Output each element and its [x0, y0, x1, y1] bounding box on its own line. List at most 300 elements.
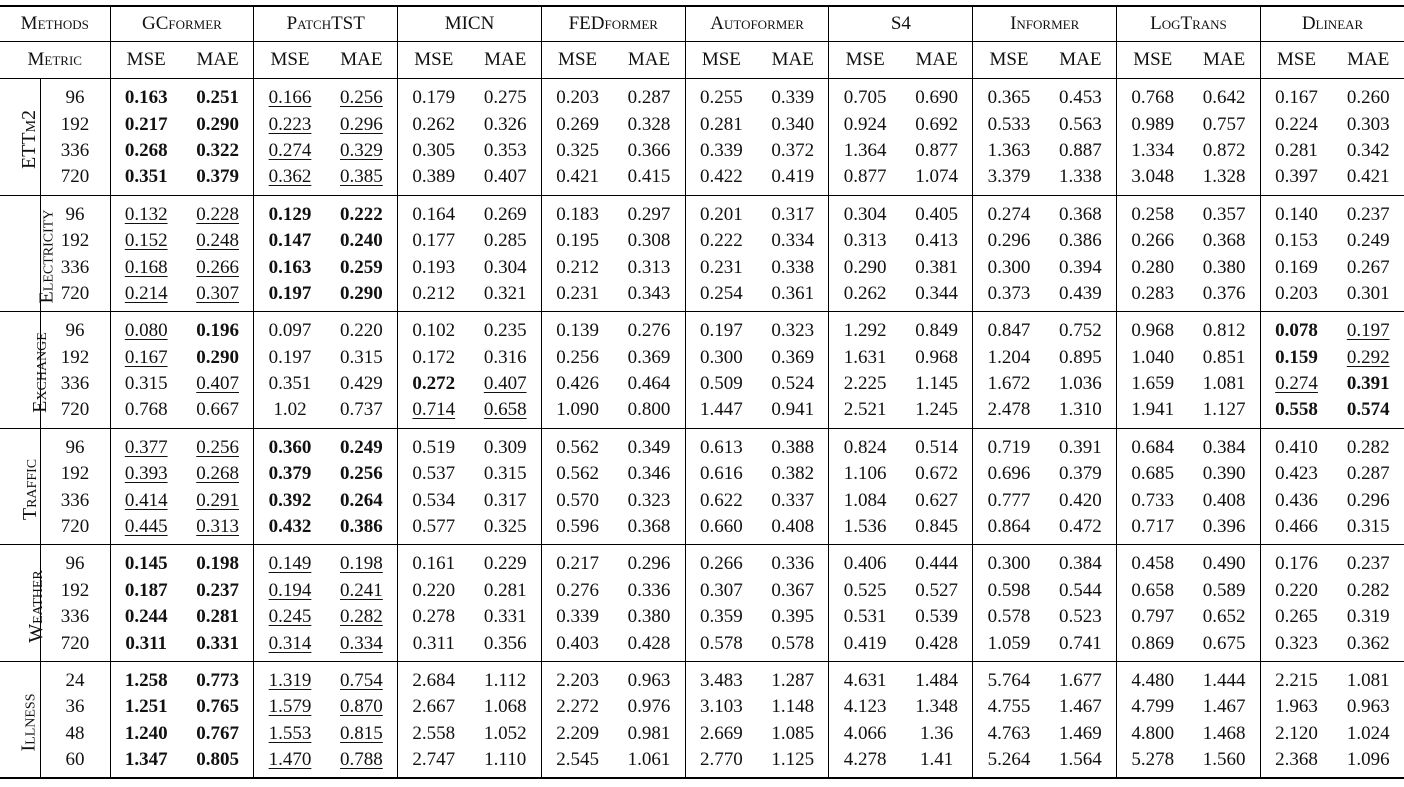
metric-value: 0.237 — [1346, 203, 1390, 225]
metric-value: 1.112 — [484, 670, 527, 691]
value-cell — [901, 545, 973, 578]
horizon-cell: 48 — [65, 722, 85, 744]
metric-value: 0.164 — [412, 203, 456, 225]
value-cell — [1117, 747, 1189, 778]
value-cell — [110, 487, 182, 513]
value-cell — [326, 371, 398, 397]
value-cell — [829, 545, 901, 578]
metric-value: 0.458 — [1131, 553, 1175, 575]
value-cell — [182, 694, 254, 720]
value-cell — [1188, 312, 1260, 345]
metric-value: 0.895 — [1058, 346, 1102, 368]
value-cell — [1117, 228, 1189, 254]
metric-value: 0.432 — [268, 516, 312, 538]
metric-value: 0.464 — [627, 373, 671, 395]
value-cell — [613, 164, 685, 195]
metric-value: 0.328 — [627, 113, 671, 135]
value-cell — [685, 111, 757, 137]
value-cell — [973, 545, 1045, 578]
metric-value: 0.159 — [1275, 346, 1318, 368]
metric-value: 1.127 — [1202, 399, 1246, 421]
value-cell — [757, 345, 829, 371]
value-cell — [829, 195, 901, 228]
value-cell — [829, 254, 901, 280]
value-cell — [541, 630, 613, 661]
value-cell — [613, 312, 685, 345]
metric-value: 0.389 — [412, 166, 456, 188]
metric-value: 0.097 — [268, 320, 312, 342]
metric-value: 0.152 — [124, 230, 168, 252]
value-cell — [757, 111, 829, 137]
value-cell — [470, 747, 542, 778]
metric-value: 0.149 — [268, 553, 312, 575]
metric-value: 0.305 — [412, 139, 456, 161]
value-cell — [110, 138, 182, 164]
value-cell — [541, 747, 613, 778]
metric-value: 0.290 — [196, 346, 239, 368]
metric-value: 0.278 — [412, 606, 456, 628]
value-cell — [326, 138, 398, 164]
value-cell — [110, 228, 182, 254]
value-cell — [1260, 604, 1332, 630]
metric-header-mae: MAE — [182, 42, 254, 79]
metric-value: 0.147 — [268, 230, 312, 252]
value-cell — [613, 721, 685, 747]
metric-value: 0.315 — [124, 373, 168, 395]
value-cell — [541, 428, 613, 461]
metric-value: 0.381 — [915, 256, 958, 278]
value-cell — [1188, 604, 1260, 630]
metric-value: 0.380 — [1202, 256, 1246, 278]
metric-value: 0.598 — [987, 579, 1031, 601]
metric-header: Metric — [0, 42, 110, 79]
metric-value: 1.110 — [484, 749, 527, 771]
metric-value: 0.280 — [1131, 256, 1175, 278]
metric-value: 0.377 — [124, 436, 168, 458]
value-cell — [470, 254, 542, 280]
value-cell — [901, 487, 973, 513]
metric-value: 0.264 — [340, 489, 383, 511]
value-cell — [470, 461, 542, 487]
metric-value: 0.667 — [196, 399, 239, 421]
value-cell — [973, 397, 1045, 428]
metric-value: 0.313 — [843, 230, 887, 252]
metric-value: 0.197 — [268, 346, 312, 368]
value-cell — [398, 630, 470, 661]
model-header-micn: MICN — [398, 6, 542, 42]
metric-value: 0.319 — [1346, 606, 1390, 628]
value-cell — [182, 371, 254, 397]
metric-value: 0.212 — [556, 256, 599, 278]
model-header-dlinear: Dlinear — [1260, 6, 1404, 42]
metric-value: 0.197 — [1346, 320, 1390, 342]
metric-value: 0.262 — [843, 282, 887, 304]
value-cell — [110, 461, 182, 487]
value-cell — [1117, 721, 1189, 747]
dataset-label-cell — [0, 312, 51, 429]
value-cell — [613, 111, 685, 137]
metric-value: 1.484 — [915, 670, 958, 691]
value-cell — [541, 195, 613, 228]
metric-value: 0.870 — [340, 696, 383, 718]
metric-value: 0.212 — [412, 282, 456, 304]
metric-value: 0.169 — [1275, 256, 1318, 278]
value-cell — [757, 721, 829, 747]
value-cell — [973, 164, 1045, 195]
metric-value: 1.347 — [124, 749, 168, 771]
metric-value: 0.428 — [915, 632, 958, 654]
value-cell — [398, 514, 470, 545]
metric-value: 1.084 — [843, 489, 887, 511]
value-cell — [757, 428, 829, 461]
metric-value: 1.310 — [1058, 399, 1102, 421]
metric-value: 0.767 — [196, 722, 239, 744]
metric-value: 0.251 — [196, 87, 239, 109]
value-cell — [1260, 111, 1332, 137]
value-cell — [829, 371, 901, 397]
metric-value: 1.240 — [124, 722, 168, 744]
value-cell — [1117, 164, 1189, 195]
metric-value: 0.395 — [771, 606, 815, 628]
value-cell — [541, 661, 613, 694]
value-cell — [541, 312, 613, 345]
metric-value: 3.483 — [700, 670, 743, 691]
methods-header: Methods — [0, 6, 110, 42]
metric-value: 1.553 — [268, 722, 312, 744]
metric-value: 0.231 — [700, 256, 743, 278]
metric-value: 0.325 — [556, 139, 599, 161]
metric-value: 0.217 — [124, 113, 168, 135]
metric-value: 0.429 — [340, 373, 383, 395]
value-cell — [470, 345, 542, 371]
value-cell — [182, 487, 254, 513]
model-header-logtrans: LogTrans — [1117, 6, 1261, 42]
metric-value: 0.360 — [268, 436, 312, 458]
horizon-cell: 192 — [60, 230, 90, 252]
value-cell — [1117, 661, 1189, 694]
metric-value: 0.078 — [1275, 320, 1318, 342]
value-cell — [1117, 111, 1189, 137]
metric-value: 0.849 — [915, 320, 958, 342]
metric-value: 0.197 — [268, 282, 312, 304]
value-cell — [901, 281, 973, 312]
value-cell — [1188, 195, 1260, 228]
metric-value: 0.714 — [412, 399, 456, 421]
metric-value: 0.235 — [483, 320, 527, 342]
metric-value: 1.085 — [771, 722, 815, 744]
value-cell — [541, 461, 613, 487]
metric-value: 0.132 — [124, 203, 168, 225]
value-cell — [829, 604, 901, 630]
value-cell — [326, 428, 398, 461]
metric-value: 1.631 — [843, 346, 887, 368]
value-cell — [757, 630, 829, 661]
results-table — [0, 5, 1404, 779]
metric-header-mae: MAE — [326, 42, 398, 79]
metric-value: 0.276 — [627, 320, 671, 342]
value-cell — [1045, 428, 1117, 461]
metric-value: 0.800 — [627, 399, 671, 421]
value-cell — [326, 281, 398, 312]
value-cell — [470, 164, 542, 195]
metric-value: 0.754 — [340, 670, 383, 691]
metric-value: 0.179 — [412, 87, 456, 109]
metric-value: 1.659 — [1131, 373, 1175, 395]
value-cell — [1117, 604, 1189, 630]
value-cell — [254, 694, 326, 720]
horizon-cell: 720 — [60, 282, 90, 304]
dataset-group-traffic — [0, 428, 1404, 545]
value-cell — [685, 604, 757, 630]
metric-value: 0.362 — [1346, 632, 1390, 654]
metric-value: 1.074 — [915, 166, 958, 188]
metric-value: 2.209 — [556, 722, 599, 744]
value-cell — [398, 428, 470, 461]
metric-value: 0.187 — [124, 579, 168, 601]
value-cell — [1332, 138, 1404, 164]
metric-value: 0.307 — [700, 579, 743, 601]
value-cell — [541, 578, 613, 604]
metric-value: 0.386 — [340, 516, 383, 538]
metric-value: 0.266 — [1131, 230, 1175, 252]
value-cell — [685, 138, 757, 164]
table-row — [0, 487, 1404, 513]
value-cell — [1332, 79, 1404, 112]
metric-value: 0.172 — [412, 346, 456, 368]
metric-value: 0.276 — [556, 579, 599, 601]
metric-value: 1.036 — [1058, 373, 1102, 395]
metric-value: 0.282 — [1346, 579, 1390, 601]
metric-value: 0.315 — [483, 463, 527, 485]
metric-value: 3.048 — [1131, 166, 1175, 188]
metric-header-mse: MSE — [541, 42, 613, 79]
metric-value: 4.066 — [843, 722, 887, 744]
metric-value: 0.267 — [1346, 256, 1390, 278]
metric-value: 1.338 — [1058, 166, 1102, 188]
value-cell — [685, 428, 757, 461]
value-cell — [1332, 604, 1404, 630]
metric-value: 0.272 — [412, 373, 456, 395]
value-cell — [901, 371, 973, 397]
value-cell — [254, 195, 326, 228]
value-cell — [1045, 79, 1117, 112]
metric-value: 0.290 — [196, 113, 239, 135]
value-cell — [1045, 397, 1117, 428]
value-cell — [182, 111, 254, 137]
table-row — [0, 514, 1404, 545]
value-cell — [110, 661, 182, 694]
metric-value: 0.368 — [1202, 230, 1246, 252]
value-cell — [326, 694, 398, 720]
horizon-cell: 192 — [60, 463, 90, 485]
metric-value: 0.490 — [1202, 553, 1246, 575]
metric-value: 1.470 — [268, 749, 312, 771]
metric-value: 0.256 — [340, 463, 383, 485]
value-cell — [685, 578, 757, 604]
value-cell — [757, 487, 829, 513]
metric-value: 0.627 — [915, 489, 958, 511]
value-cell — [398, 164, 470, 195]
table-row — [0, 578, 1404, 604]
metric-value: 0.963 — [1346, 696, 1390, 718]
value-cell — [110, 164, 182, 195]
metric-value: 0.372 — [771, 139, 815, 161]
metric-value: 0.733 — [1131, 489, 1175, 511]
value-cell — [1260, 228, 1332, 254]
value-cell — [1117, 79, 1189, 112]
value-cell — [1117, 428, 1189, 461]
value-cell — [901, 630, 973, 661]
value-cell — [1332, 397, 1404, 428]
metric-value: 0.334 — [771, 230, 815, 252]
metric-value: 0.326 — [483, 113, 527, 135]
metric-value: 0.426 — [556, 373, 599, 395]
value-cell — [110, 281, 182, 312]
value-cell — [254, 545, 326, 578]
metric-value: 0.596 — [556, 516, 599, 538]
metric-value: 0.255 — [700, 87, 743, 109]
metric-value: 0.203 — [1275, 282, 1318, 304]
metric-value: 0.453 — [1058, 87, 1102, 109]
value-cell — [829, 281, 901, 312]
table-row — [0, 228, 1404, 254]
metric-header-mae: MAE — [1332, 42, 1404, 79]
metric-value: 0.578 — [987, 606, 1031, 628]
table-header — [0, 6, 1404, 79]
value-cell — [470, 661, 542, 694]
value-cell — [901, 397, 973, 428]
header-row-metrics — [0, 42, 1404, 79]
value-cell — [685, 254, 757, 280]
metric-value: 1.467 — [1058, 696, 1102, 718]
value-cell — [1188, 164, 1260, 195]
value-cell — [541, 281, 613, 312]
value-cell — [613, 281, 685, 312]
metric-value: 0.339 — [771, 87, 815, 109]
value-cell — [757, 461, 829, 487]
value-cell — [1260, 281, 1332, 312]
value-cell — [757, 79, 829, 112]
value-cell — [182, 397, 254, 428]
metric-value: 0.311 — [412, 632, 455, 654]
value-cell — [398, 312, 470, 345]
metric-value: 0.308 — [627, 230, 671, 252]
value-cell — [1332, 281, 1404, 312]
metric-value: 0.269 — [556, 113, 599, 135]
value-cell — [110, 312, 182, 345]
metric-value: 0.524 — [771, 373, 815, 395]
metric-value: 0.262 — [412, 113, 456, 135]
value-cell — [182, 461, 254, 487]
metric-value: 2.770 — [700, 749, 743, 771]
metric-value: 0.658 — [1131, 579, 1175, 601]
metric-value: 0.410 — [1275, 436, 1318, 458]
metric-value: 0.300 — [987, 256, 1031, 278]
value-cell — [901, 254, 973, 280]
metric-value: 1.251 — [124, 696, 168, 718]
value-cell — [1260, 345, 1332, 371]
metric-value: 1.36 — [919, 722, 954, 744]
value-cell — [1117, 630, 1189, 661]
value-cell — [829, 79, 901, 112]
metric-value: 0.675 — [1202, 632, 1246, 654]
value-cell — [398, 604, 470, 630]
value-cell — [757, 661, 829, 694]
value-cell — [1117, 345, 1189, 371]
value-cell — [470, 371, 542, 397]
value-cell — [110, 111, 182, 137]
metric-value: 1.204 — [987, 346, 1031, 368]
metric-value: 1.040 — [1131, 346, 1175, 368]
dataset-label-cell — [0, 428, 40, 545]
value-cell — [182, 138, 254, 164]
metric-value: 2.120 — [1275, 722, 1318, 744]
value-cell — [470, 195, 542, 228]
value-cell — [254, 281, 326, 312]
metric-value: 0.413 — [915, 230, 958, 252]
metric-value: 0.589 — [1202, 579, 1246, 601]
value-cell — [182, 312, 254, 345]
metric-value: 0.531 — [843, 606, 887, 628]
value-cell — [1045, 312, 1117, 345]
metric-value: 0.161 — [412, 553, 456, 575]
value-cell — [110, 345, 182, 371]
value-cell — [326, 195, 398, 228]
value-cell — [110, 721, 182, 747]
value-cell — [1332, 630, 1404, 661]
metric-value: 3.379 — [987, 166, 1031, 188]
metric-value: 0.315 — [340, 346, 383, 368]
value-cell — [1188, 630, 1260, 661]
value-cell — [398, 721, 470, 747]
value-cell — [1260, 195, 1332, 228]
table-row — [0, 461, 1404, 487]
value-cell — [541, 694, 613, 720]
value-cell — [829, 514, 901, 545]
metric-value: 0.353 — [483, 139, 527, 161]
value-cell — [254, 164, 326, 195]
value-cell — [757, 545, 829, 578]
metric-value: 0.334 — [340, 632, 383, 654]
metric-value: 0.877 — [843, 166, 887, 188]
value-cell — [901, 79, 973, 112]
value-cell — [541, 345, 613, 371]
value-cell — [182, 545, 254, 578]
value-cell — [182, 345, 254, 371]
value-cell — [1188, 397, 1260, 428]
value-cell — [1332, 371, 1404, 397]
value-cell — [541, 164, 613, 195]
header-row-methods — [0, 6, 1404, 42]
value-cell — [110, 747, 182, 778]
metric-value: 0.303 — [1346, 113, 1390, 135]
value-cell — [254, 721, 326, 747]
metric-value: 0.392 — [268, 489, 312, 511]
dataset-label-cell — [0, 79, 40, 196]
value-cell — [757, 747, 829, 778]
value-cell — [613, 345, 685, 371]
value-cell — [1188, 111, 1260, 137]
value-cell — [110, 371, 182, 397]
value-cell — [398, 138, 470, 164]
metric-value: 0.291 — [196, 489, 239, 511]
metric-value: 0.405 — [915, 203, 958, 225]
horizon-cell: 96 — [65, 320, 85, 342]
horizon-cell: 336 — [60, 373, 90, 395]
horizon-cell: 720 — [60, 166, 90, 188]
value-cell — [254, 428, 326, 461]
value-cell — [1117, 545, 1189, 578]
